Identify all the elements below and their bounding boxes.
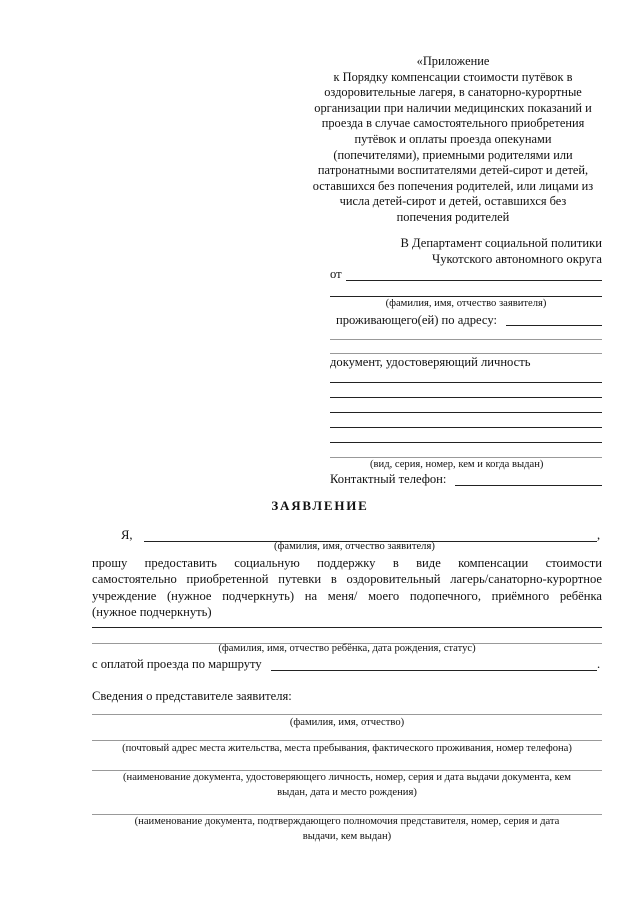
applicant-caption: (фамилия, имя, отчество заявителя) — [385, 298, 547, 309]
addressee-block — [330, 236, 602, 267]
id-doc-field-4[interactable] — [330, 427, 602, 428]
route-field[interactable] — [271, 670, 597, 671]
i-label: Я, — [121, 528, 133, 542]
statement-applicant-caption: (фамилия, имя, отчество заявителя) — [274, 541, 435, 552]
phone-field[interactable] — [455, 485, 602, 486]
rep-authority-caption-1: (наименование документа, подтверждающего полномочия представителя, номер, серия и дата — [134, 816, 560, 827]
dept-line-1: В Департамент социальной политики — [400, 236, 602, 250]
dept-line-2: Чукотского автономного округа — [432, 251, 602, 266]
appendix-line: путёвок и оплаты проезда опекунами — [354, 131, 552, 146]
address-label: проживающего(ей) по адресу: — [336, 313, 497, 327]
body-line: учреждение (нужное подчеркнуть) на меня/ моего подопечного, приёмного ребёнка — [92, 588, 602, 603]
rep-id-field[interactable] — [92, 770, 602, 771]
appendix-line: проезда в случае самостоятельного приобретения — [321, 116, 585, 131]
address-field-2[interactable] — [330, 339, 602, 340]
appendix-line: патронатными воспитателями детей-сирот и детей, — [317, 163, 589, 178]
route-end: . — [597, 657, 601, 671]
appendix-line: попечения родителей — [396, 209, 510, 224]
phone-label: Контактный телефон: — [330, 472, 447, 486]
address-field-3[interactable] — [330, 353, 602, 354]
rep-address-caption: (почтовый адрес места жительства, места пребывания, фактического проживания, номер телефона) — [122, 743, 572, 754]
id-doc-caption: (вид, серия, номер, кем и когда выдан) — [370, 459, 544, 470]
appendix-block — [300, 54, 606, 226]
body-line: (нужное подчеркнуть) — [92, 605, 212, 620]
rep-name-caption: (фамилия, имя, отчество) — [289, 717, 405, 728]
body-line: самостоятельно приобретенной путевки в оздоровительный лагерь/санаторно-курортное — [92, 572, 602, 587]
applicant-name-field-2[interactable] — [330, 296, 602, 297]
from-label: от — [330, 267, 342, 281]
appendix-line: числа детей-сирот и детей, оставшихся без — [339, 194, 567, 209]
appendix-line: оздоровительные лагеря, в санаторно-курортные — [324, 85, 582, 100]
statement-title: ЗАЯВЛЕНИЕ — [271, 498, 369, 513]
appendix-line: оставшихся без попечения родителей, или лицами из — [312, 178, 594, 193]
rep-id-caption-1: (наименование документа, удостоверяющего личность, номер, серия и дата выдачи документа, кем — [123, 772, 571, 783]
rep-address-field[interactable] — [92, 740, 602, 741]
applicant-name-field[interactable] — [346, 280, 602, 281]
appendix-line: «Приложение — [416, 54, 490, 68]
id-doc-field-5[interactable] — [330, 442, 602, 443]
id-doc-field-6[interactable] — [330, 457, 602, 458]
id-doc-field-3[interactable] — [330, 412, 602, 413]
route-label: с оплатой проезда по маршруту — [92, 657, 262, 671]
id-doc-label: документ, удостоверяющий личность — [330, 355, 531, 369]
statement-body — [92, 555, 602, 621]
child-caption: (фамилия, имя, отчество ребёнка, дата рождения, статус) — [218, 643, 476, 654]
address-field[interactable] — [506, 325, 602, 326]
id-doc-field-1[interactable] — [330, 382, 602, 383]
rep-id-caption-2: выдан, дата и место рождения) — [277, 787, 417, 798]
appendix-line: (попечителями), приемными родителями или — [333, 147, 573, 162]
rep-name-field[interactable] — [92, 714, 602, 715]
i-comma: , — [597, 528, 601, 542]
id-doc-field-2[interactable] — [330, 397, 602, 398]
appendix-line: к Порядку компенсации стоимости путёвок в — [333, 69, 573, 84]
appendix-line: организации при наличии медицинских показаний и — [314, 100, 592, 115]
body-line: прошу предоставить социальную поддержку в виде компенсации стоимости — [92, 556, 602, 570]
child-field-1[interactable] — [92, 627, 602, 628]
rep-authority-field[interactable] — [92, 814, 602, 815]
rep-authority-caption-2: выдачи, кем выдан) — [302, 831, 392, 842]
representative-heading: Сведения о представителе заявителя: — [92, 689, 292, 703]
